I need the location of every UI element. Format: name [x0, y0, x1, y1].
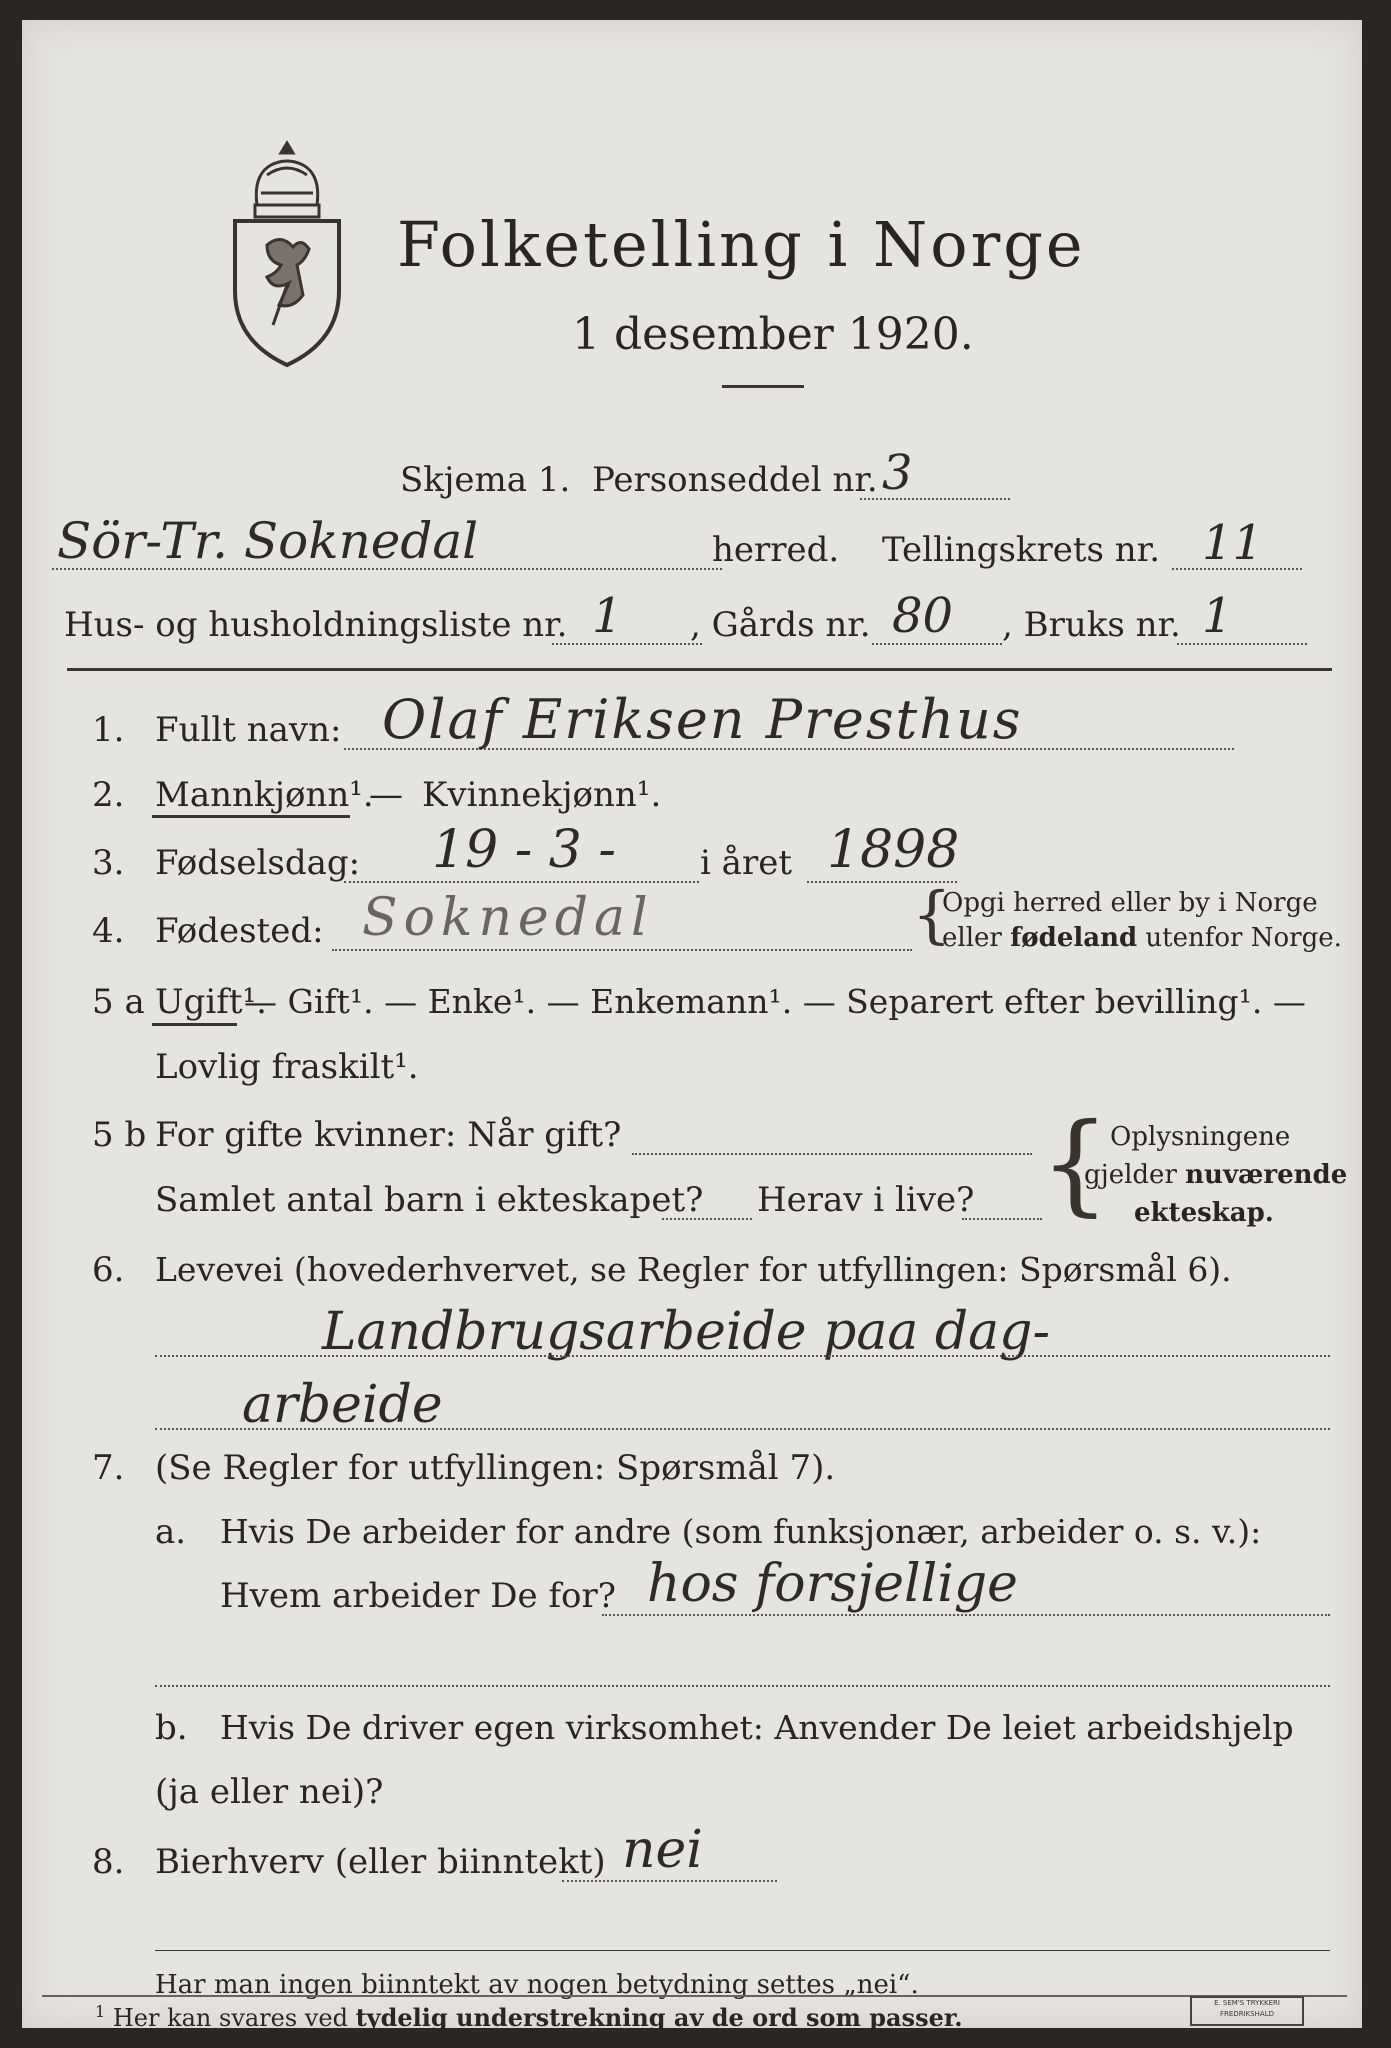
q4-note-line1: Opgi herred eller by i Norge — [942, 888, 1318, 918]
footnote-b: tydelig understrekning av de ord som passer. — [355, 2003, 963, 2032]
q7b-label: Hvis De driver egen virksomhet: Anvender De leiet arbeidshjelp — [220, 1708, 1294, 1747]
q7-label: (Se Regler for utfyllingen: Spørsmål 7). — [155, 1448, 836, 1488]
printer-name: E. SEM'S TRYKKERI — [1214, 1999, 1280, 2007]
q7a-label: Hvis De arbeider for andre (som funksjonær, arbeider o. s. v.): — [220, 1512, 1262, 1551]
q7b-number: b. — [155, 1708, 188, 1748]
q7b-question: (ja eller nei)? — [155, 1772, 384, 1812]
q5b-note-line3: ekteskap. — [1134, 1198, 1274, 1228]
q4-brace: { — [912, 878, 952, 951]
bruks-value: 1 — [1202, 588, 1233, 644]
q4-note-a: eller — [942, 923, 1011, 953]
footnote-a: Her kan svares ved — [112, 2004, 356, 2032]
q3-year-label: i året — [700, 843, 792, 883]
secondary-income-value: nei — [622, 1820, 703, 1880]
coat-of-arms-icon — [227, 135, 347, 370]
birthplace-value: Soknedal — [362, 888, 654, 948]
footnote-number: 1 — [95, 2002, 106, 2021]
q4-note-line2 — [942, 921, 1342, 955]
q4-number: 4. — [92, 911, 125, 951]
footnote — [95, 1998, 963, 2032]
marital-ugift: Ugift¹. — [155, 982, 267, 1022]
marital-ugift-underline — [152, 1023, 237, 1026]
q7-number: 7. — [92, 1448, 125, 1488]
q7a-number: a. — [155, 1512, 187, 1552]
tellingskrets-value: 11 — [1202, 515, 1264, 571]
gender-separator: — — [369, 775, 403, 815]
q5b-note-b: nuværende — [1185, 1160, 1348, 1190]
q5b-note-a: gjelder — [1084, 1160, 1186, 1190]
q3-label: Fødselsdag: — [155, 843, 361, 883]
q5b-brace: { — [1040, 1099, 1110, 1227]
birthdate-value: 19 - 3 - — [432, 820, 616, 880]
q6-number: 6. — [92, 1250, 125, 1290]
birth-year-value: 1898 — [827, 820, 960, 880]
herred-value: Sör-Tr. Soknedal — [57, 512, 479, 570]
printer-stamp — [1190, 1996, 1304, 2026]
q5b-married-when: For gifte kvinner: Når gift? — [155, 1115, 622, 1155]
q4-note-c: utenfor Norge. — [1137, 923, 1342, 953]
herred-label: herred. — [712, 530, 840, 570]
q5b-married-line — [632, 1153, 1032, 1155]
q8-line — [562, 1880, 777, 1882]
hus-value: 1 — [592, 588, 623, 644]
q6-label: Levevei (hovederhvervet, se Regler for utfyllingen: Spørsmål 6). — [155, 1250, 1232, 1289]
census-date: 1 desember 1920. — [572, 309, 974, 360]
herred-line — [52, 568, 722, 570]
hus-line — [552, 643, 702, 645]
q1-label: Fullt navn: — [155, 710, 342, 750]
q5a-number: 5 a — [92, 982, 145, 1022]
marital-options: — Gift¹. — Enke¹. — Enkemann¹. — Separert efter bevilling¹. — — [244, 982, 1306, 1021]
header-separator — [67, 668, 1332, 671]
q6-line2 — [155, 1428, 1330, 1430]
occupation-value-line2: arbeide — [242, 1375, 443, 1435]
marital-fraskilt: Lovlig fraskilt¹. — [155, 1047, 419, 1087]
q4-label: Fødested: — [155, 911, 324, 951]
footer-note: Har man ingen biinntekt av nogen betydning settes „nei“. — [155, 1970, 919, 2000]
bruks-line — [1177, 643, 1307, 645]
personseddel-label: Personseddel nr. — [592, 460, 878, 500]
occupation-value-line1: Landbrugsarbeide paa dag- — [322, 1302, 1051, 1362]
gender-female: Kvinnekjønn¹. — [422, 775, 662, 815]
gards-label: , Gårds nr. — [690, 605, 871, 645]
bruks-label: , Bruks nr. — [1002, 605, 1181, 645]
title-rule — [722, 385, 804, 388]
personseddel-value: 3 — [882, 445, 913, 501]
q6-line1 — [155, 1355, 1330, 1357]
q1-number: 1. — [92, 710, 125, 750]
q7a-question: Hvem arbeider De for? — [220, 1576, 616, 1616]
hus-label: Hus- og husholdningsliste nr. — [64, 605, 568, 645]
q5b-children-label: Samlet antal barn i ekteskapet? — [155, 1180, 704, 1220]
gards-value: 80 — [892, 588, 954, 644]
printer-city: FREDRIKSHALD — [1219, 2010, 1274, 2018]
q3-line — [344, 881, 699, 883]
q4-line — [332, 949, 912, 951]
q5b-number: 5 b — [92, 1115, 147, 1155]
q2-number: 2. — [92, 775, 125, 815]
q7a-line — [602, 1614, 1330, 1616]
q8-label: Bierhverv (eller biinntekt) — [155, 1842, 606, 1882]
q5b-note-line2 — [1084, 1158, 1347, 1192]
q5b-alive-line — [962, 1218, 1042, 1220]
q5b-note-line1: Oplysningene — [1110, 1122, 1291, 1152]
gender-male-underline — [152, 815, 350, 818]
q7a-line2 — [155, 1685, 1330, 1687]
q3-number: 3. — [92, 843, 125, 883]
full-name-value: Olaf Eriksen Presthus — [382, 688, 1023, 751]
q5b-children-line — [662, 1218, 752, 1220]
census-form — [22, 20, 1362, 2028]
q4-note-b: fødeland — [1010, 923, 1138, 953]
tellingskrets-label: Tellingskrets nr. — [882, 530, 1161, 570]
form-title: Folketelling i Norge — [397, 208, 1086, 281]
skjema-label: Skjema 1. — [400, 460, 571, 500]
employer-value: hos forsjellige — [647, 1554, 1018, 1614]
q5b-alive-label: Herav i live? — [757, 1180, 975, 1220]
footnote-rule — [42, 1995, 1347, 1997]
gender-male: Mannkjønn¹. — [155, 775, 374, 815]
q8-number: 8. — [92, 1842, 125, 1882]
q8-line2 — [155, 1950, 1330, 1951]
